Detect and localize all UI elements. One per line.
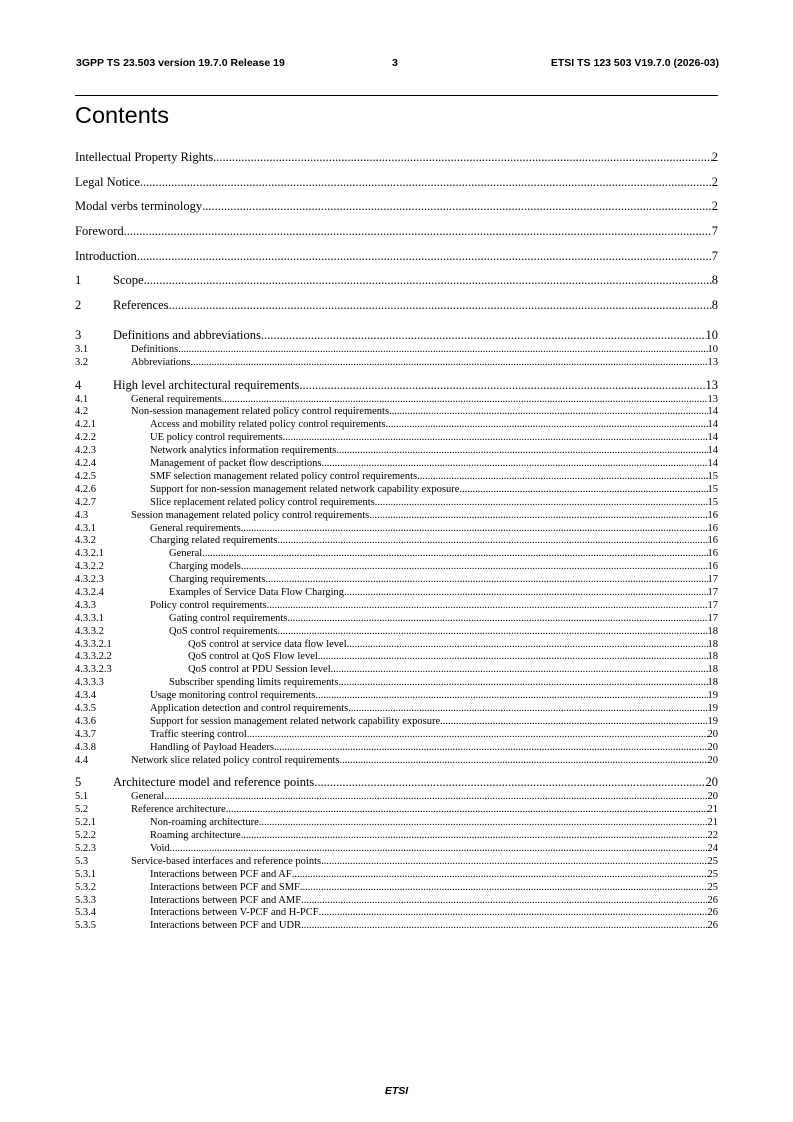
toc-entry-page: 15 (707, 496, 718, 508)
toc-entry[interactable] (75, 775, 718, 791)
toc-entry[interactable] (75, 613, 718, 626)
toc-entry-number: 4.3.3 (75, 599, 96, 611)
toc-dot-leader (261, 328, 706, 342)
toc-dot-leader (170, 843, 708, 856)
toc-entry-number: 4.3.8 (75, 741, 96, 753)
toc-entry-number: 4.3.7 (75, 728, 96, 740)
toc-dot-leader (389, 406, 707, 419)
header-rule (75, 95, 718, 96)
toc-dot-leader (226, 804, 708, 817)
toc-entry[interactable] (75, 651, 718, 664)
toc-entry[interactable] (75, 378, 718, 394)
toc-entry-number: 4.3.3.2.3 (75, 664, 112, 676)
toc-entry[interactable] (75, 690, 718, 703)
toc-dot-leader (259, 817, 708, 830)
toc-entry-number: 5.3.3 (75, 894, 96, 906)
toc-entry-page: 16 (707, 509, 718, 521)
toc-dot-leader (222, 394, 708, 407)
toc-entry-title: Network slice related policy control requirements (131, 754, 340, 766)
footer-etsi: ETSI (384, 1085, 409, 1097)
toc-entry[interactable] (75, 445, 718, 458)
toc-entry-number: 4.2.6 (75, 483, 96, 495)
toc-entry[interactable] (75, 830, 718, 843)
toc-dot-leader (292, 869, 708, 882)
toc-entry-number: 4.3.3.1 (75, 612, 104, 624)
toc-dot-leader (321, 856, 707, 869)
toc-dot-leader (301, 920, 707, 933)
toc-entry-number: 4.3.3.2.2 (75, 651, 112, 663)
toc-entry-page: 16 (707, 535, 718, 547)
toc-entry-page: 18 (707, 625, 718, 637)
toc-entry[interactable] (75, 270, 718, 295)
toc-entry-number: 5.3.5 (75, 920, 96, 932)
toc-entry-title: Definitions (131, 343, 179, 355)
toc-dot-leader (287, 613, 707, 626)
toc-dot-leader (300, 882, 708, 895)
toc-dot-leader (241, 523, 708, 536)
toc-entry-number: 4.1 (75, 393, 89, 405)
toc-entry-number: 4.3.3.2.1 (75, 638, 112, 650)
toc-entry-number: 4.3.3.3 (75, 677, 104, 689)
toc-entry-title: Application detection and control requirements (150, 702, 349, 714)
toc-entry[interactable] (75, 510, 718, 523)
toc-entry[interactable] (75, 535, 718, 548)
toc-entry-page: 21 (707, 804, 718, 816)
toc-entry-title: SMF selection management related policy control requirements (150, 470, 418, 482)
toc-entry-title: Non-roaming architecture (150, 817, 259, 829)
toc-entry-page: 20 (707, 728, 718, 740)
toc-entry-number: 4.3.4 (75, 690, 96, 702)
toc-entry[interactable] (75, 920, 718, 933)
toc-entry-number: 5.2.3 (75, 842, 96, 854)
toc-entry-number: 4.2.2 (75, 432, 96, 444)
toc-dot-leader (241, 561, 708, 574)
toc-entry-title: Definitions and abbreviations (113, 327, 261, 342)
toc-entry-page: 17 (707, 599, 718, 611)
toc-dot-leader (169, 297, 712, 314)
toc-entry-page: 25 (707, 855, 718, 867)
toc-dot-leader (274, 742, 708, 755)
toc-entry[interactable] (75, 357, 718, 370)
toc-dot-leader (283, 432, 708, 445)
toc-entry-title: Legal Notice (75, 174, 140, 189)
toc-entry-title: Examples of Service Data Flow Charging (169, 586, 345, 598)
toc-entry-page: 2 (711, 150, 718, 164)
toc-dot-leader (369, 510, 707, 523)
toc-entry-page: 20 (705, 775, 718, 790)
toc-entry-number: 5.2.1 (75, 817, 96, 829)
toc-entry-title: References (113, 298, 169, 313)
toc-entry[interactable] (75, 406, 718, 419)
toc-entry-title: Management of packet flow descriptions (150, 458, 322, 470)
toc-entry[interactable] (75, 471, 718, 484)
toc-entry[interactable] (75, 639, 718, 652)
toc-entry[interactable] (75, 432, 718, 445)
toc-entry-title: Handling of Payload Headers (150, 741, 274, 753)
toc-entry-title: Foreword (75, 224, 124, 239)
toc-entry-number: 4.3.2.4 (75, 586, 104, 598)
toc-entry-number: 4.2.5 (75, 470, 96, 482)
toc-entry[interactable] (75, 907, 718, 920)
toc-entry-page: 15 (707, 483, 718, 495)
toc-entry-title: Interactions between PCF and SMF (150, 881, 300, 893)
toc-entry-page: 25 (707, 868, 718, 880)
toc-entry-title: Architecture model and reference points (113, 775, 315, 790)
toc-entry-title: Subscriber spending limits requirements (169, 677, 339, 689)
toc-entry-title: Introduction (75, 248, 137, 263)
toc-dot-leader (124, 223, 712, 240)
toc-dot-leader (301, 895, 707, 908)
toc-entry-number: 4.3.2.2 (75, 561, 104, 573)
toc-entry[interactable] (75, 344, 718, 357)
toc-entry-page: 17 (707, 586, 718, 598)
toc-entry-title: High level architectural requirements (113, 377, 300, 392)
toc-dot-leader (344, 587, 707, 600)
toc-entry-title: Interactions between PCF and UDR (150, 920, 302, 932)
toc-entry-number: 5.2.2 (75, 830, 96, 842)
toc-entry-page: 14 (707, 432, 718, 444)
toc-entry[interactable] (75, 600, 718, 613)
toc-dot-leader (267, 600, 708, 613)
toc-dot-leader (319, 907, 708, 920)
toc-entry-page: 14 (707, 458, 718, 470)
toc-entry-page: 13 (705, 377, 718, 392)
toc-entry-number: 4.3 (75, 509, 89, 521)
toc-entry-number: 4 (75, 377, 82, 392)
toc-entry-title: QoS control requirements (169, 625, 278, 637)
toc-entry-page: 17 (707, 612, 718, 624)
toc-dot-leader (191, 357, 708, 370)
toc-entry-page: 26 (707, 894, 718, 906)
toc-dot-leader (417, 471, 707, 484)
table-of-contents (75, 147, 718, 933)
toc-entry-page: 20 (707, 791, 718, 803)
toc-entry-number: 4.2.1 (75, 419, 96, 431)
toc-entry-title: Abbreviations (131, 356, 191, 368)
toc-entry-page: 15 (707, 470, 718, 482)
toc-entry-number: 4.3.2.3 (75, 574, 104, 586)
toc-dot-leader (202, 198, 712, 215)
header-page-number: 3 (392, 57, 398, 69)
toc-entry-page: 14 (707, 419, 718, 431)
toc-entry[interactable] (75, 869, 718, 882)
toc-entry[interactable] (75, 755, 718, 768)
toc-entry-title: QoS control at PDU Session level (188, 664, 331, 676)
toc-entry-title: UE policy control requirements (150, 432, 283, 444)
toc-entry[interactable] (75, 523, 718, 536)
toc-entry[interactable] (75, 664, 718, 677)
toc-dot-leader (339, 755, 707, 768)
toc-entry-number: 4.3.1 (75, 522, 96, 534)
toc-entry-title: Scope (113, 273, 144, 288)
toc-dot-leader (137, 248, 712, 265)
toc-entry[interactable] (75, 895, 718, 908)
toc-entry-title: Session management related policy control requirements (131, 509, 370, 521)
toc-entry[interactable] (75, 328, 718, 344)
toc-entry[interactable] (75, 626, 718, 639)
toc-entry-number: 5.3 (75, 855, 89, 867)
toc-entry-page: 16 (707, 561, 718, 573)
toc-entry-page: 16 (707, 548, 718, 560)
toc-entry-page: 2 (711, 199, 718, 214)
toc-entry-page: 19 (707, 702, 718, 714)
toc-entry[interactable] (75, 196, 718, 221)
toc-dot-leader (164, 791, 707, 804)
toc-dot-leader (241, 830, 708, 843)
toc-entry-number: 5.2 (75, 804, 89, 816)
toc-entry-title: Network analytics information requirements (150, 445, 337, 457)
toc-dot-leader (314, 775, 705, 789)
toc-entry[interactable] (75, 147, 718, 172)
toc-entry[interactable] (75, 817, 718, 830)
toc-dot-leader (336, 445, 707, 458)
toc-entry-title: Slice replacement related policy control requirements (150, 496, 375, 508)
toc-dot-leader (178, 344, 707, 357)
toc-entry-number: 5.3.1 (75, 868, 96, 880)
toc-dot-leader (277, 626, 707, 639)
toc-entry[interactable] (75, 172, 718, 197)
toc-entry[interactable] (75, 791, 718, 804)
toc-dot-leader (299, 378, 705, 392)
toc-entry[interactable] (75, 703, 718, 716)
toc-entry-title: Charging related requirements (150, 535, 278, 547)
toc-entry-number: 5.3.2 (75, 881, 96, 893)
toc-entry[interactable] (75, 729, 718, 742)
toc-entry[interactable] (75, 497, 718, 510)
toc-entry-number: 2 (75, 298, 82, 313)
toc-dot-leader (321, 458, 707, 471)
toc-entry[interactable] (75, 394, 718, 407)
toc-entry[interactable] (75, 295, 718, 320)
toc-entry-title: Gating control requirements (169, 612, 288, 624)
toc-entry-number: 3.1 (75, 343, 89, 355)
toc-entry-title: Traffic steering control (150, 728, 247, 740)
toc-entry-number: 4.3.5 (75, 702, 96, 714)
toc-dot-leader (315, 690, 707, 703)
toc-entry-title: Roaming architecture (150, 830, 241, 842)
toc-entry-number: 4.2.3 (75, 445, 96, 457)
toc-dot-leader (338, 677, 707, 690)
toc-entry-page: 7 (711, 224, 718, 239)
toc-entry-title: Support for non-session management related network capability exposure (150, 483, 460, 495)
toc-entry-page: 13 (707, 393, 718, 405)
toc-entry-page: 26 (707, 907, 718, 919)
toc-entry-title: QoS control at service data flow level (188, 638, 347, 650)
toc-entry-page: 22 (707, 830, 718, 842)
toc-entry[interactable] (75, 548, 718, 561)
toc-entry[interactable] (75, 587, 718, 600)
toc-entry-number: 4.2.4 (75, 458, 96, 470)
toc-entry-page: 8 (711, 273, 718, 288)
toc-dot-leader (144, 272, 712, 289)
toc-entry-title: Service-based interfaces and reference points (131, 855, 322, 867)
toc-dot-leader (202, 548, 707, 561)
toc-dot-leader (265, 574, 707, 587)
toc-dot-leader (140, 174, 712, 191)
toc-entry-title: Non-session management related policy control requirements (131, 406, 390, 418)
toc-entry-title: Support for session management related network capability exposure (150, 715, 441, 727)
toc-entry-title: Charging models (169, 561, 241, 573)
toc-entry-page: 24 (707, 842, 718, 854)
toc-entry-page: 10 (705, 327, 718, 342)
toc-entry-title: QoS control at QoS Flow level (188, 651, 318, 663)
toc-entry-title: Intellectual Property Rights (75, 150, 214, 164)
header-etsi-reference: ETSI TS 123 503 V19.7.0 (2026-03) (550, 57, 719, 69)
toc-entry[interactable] (75, 561, 718, 574)
toc-entry-page: 18 (707, 651, 718, 663)
toc-entry-title: General (131, 791, 165, 803)
toc-entry-page: 2 (711, 174, 718, 189)
toc-entry-title: Modal verbs terminology (75, 199, 203, 214)
toc-dot-leader (213, 149, 712, 166)
toc-entry-page: 16 (707, 522, 718, 534)
toc-entry[interactable] (75, 246, 718, 271)
toc-entry-page: 19 (707, 715, 718, 727)
toc-entry-number: 5.1 (75, 791, 89, 803)
toc-entry[interactable] (75, 574, 718, 587)
toc-entry-page: 18 (707, 664, 718, 676)
toc-entry-number: 4.4 (75, 754, 89, 766)
toc-dot-leader (459, 484, 707, 497)
toc-entry-number: 3 (75, 327, 82, 342)
toc-entry-title: Charging requirements (169, 574, 266, 586)
toc-entry-title: Access and mobility related policy control requirements (150, 419, 386, 431)
toc-entry-title: Void (150, 842, 170, 854)
toc-entry-page: 25 (707, 881, 718, 893)
toc-entry-title: Policy control requirements (150, 599, 267, 611)
toc-entry-page: 21 (707, 817, 718, 829)
toc-entry-page: 8 (711, 298, 718, 313)
toc-entry-number: 1 (75, 273, 82, 288)
toc-dot-leader (347, 639, 708, 652)
toc-dot-leader (278, 535, 708, 548)
toc-dot-leader (375, 497, 708, 510)
toc-entry-page: 20 (707, 754, 718, 766)
toc-entry[interactable] (75, 843, 718, 856)
toc-entry-number: 4.3.3.2 (75, 625, 104, 637)
toc-entry-number: 4.3.2.1 (75, 548, 104, 560)
toc-entry-number: 4.3.2 (75, 535, 96, 547)
toc-entry-page: 18 (707, 677, 718, 689)
toc-dot-leader (331, 664, 708, 677)
toc-entry[interactable] (75, 804, 718, 817)
toc-entry-title: Reference architecture (131, 804, 226, 816)
toc-entry[interactable] (75, 882, 718, 895)
toc-dot-leader (386, 419, 708, 432)
toc-entry-page: 19 (707, 690, 718, 702)
toc-entry-title: General requirements (150, 522, 241, 534)
header-document-id: 3GPP TS 23.503 version 19.7.0 Release 19 (76, 57, 285, 69)
toc-entry-number: 4.2 (75, 406, 89, 418)
toc-dot-leader (318, 651, 708, 664)
toc-entry-number: 5 (75, 775, 82, 790)
toc-entry-title: Interactions between PCF and AMF (150, 894, 302, 906)
toc-entry-page: 14 (707, 406, 718, 418)
toc-entry[interactable] (75, 856, 718, 869)
toc-entry[interactable] (75, 221, 718, 246)
toc-entry-page: 20 (707, 741, 718, 753)
toc-entry-page: 26 (707, 920, 718, 932)
toc-entry-title: General (169, 548, 203, 560)
toc-entry[interactable] (75, 458, 718, 471)
toc-entry[interactable] (75, 716, 718, 729)
toc-entry-page: 10 (707, 343, 718, 355)
toc-entry[interactable] (75, 484, 718, 497)
toc-entry-number: 5.3.4 (75, 907, 96, 919)
toc-dot-leader (440, 716, 707, 729)
toc-entry-title: Interactions between V-PCF and H-PCF (150, 907, 319, 919)
toc-entry-page: 13 (707, 356, 718, 368)
toc-entry-number: 4.3.6 (75, 715, 96, 727)
toc-entry-page: 18 (707, 638, 718, 650)
toc-entry[interactable] (75, 677, 718, 690)
toc-entry-title: Interactions between PCF and AF (150, 868, 292, 880)
toc-entry[interactable] (75, 742, 718, 755)
toc-entry[interactable] (75, 419, 718, 432)
toc-entry-title: General requirements (131, 393, 222, 405)
toc-entry-title: Usage monitoring control requirements (150, 690, 316, 702)
toc-dot-leader (247, 729, 708, 742)
page-title: Contents (75, 102, 170, 128)
toc-entry-page: 14 (707, 445, 718, 457)
toc-entry-number: 4.2.7 (75, 496, 96, 508)
toc-dot-leader (348, 703, 707, 716)
toc-entry-page: 17 (707, 574, 718, 586)
toc-entry-page: 7 (711, 248, 718, 263)
toc-entry-number: 3.2 (75, 356, 89, 368)
